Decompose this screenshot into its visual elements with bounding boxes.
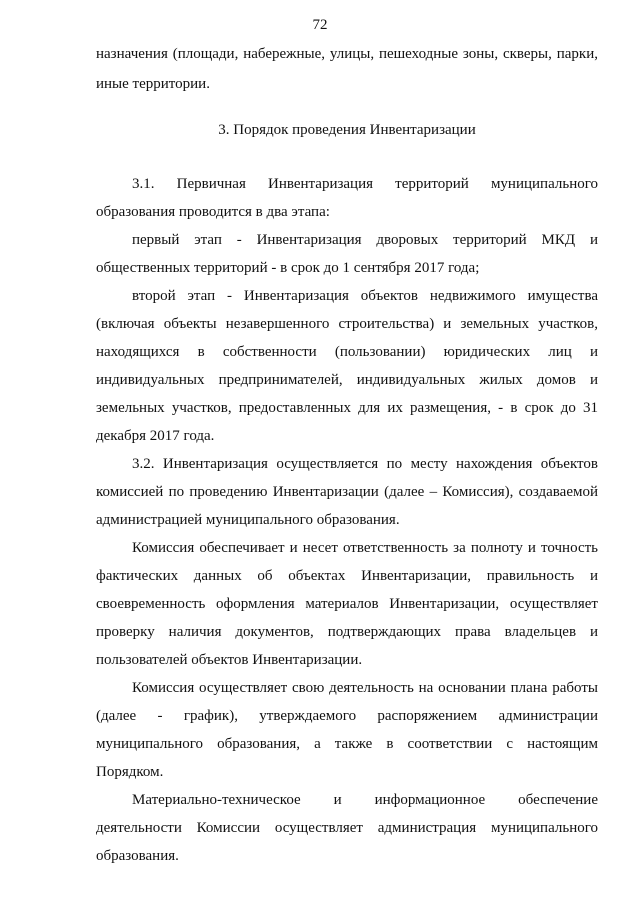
text-line: фактических данных об объектах Инвентаризации, правильность и xyxy=(96,568,598,584)
text-line: (далее - график), утверждаемого распоряжением администрации xyxy=(96,708,598,724)
text-line: общественных территорий - в срок до 1 сентября 2017 года; xyxy=(96,260,480,276)
text-line: образования. xyxy=(96,848,179,864)
text-line: Комиссия обеспечивает и несет ответственность за полноту и точность xyxy=(132,540,598,556)
text-line: деятельности Комиссии осуществляет администрация муниципального xyxy=(96,820,598,836)
text-line: проверку наличия документов, подтверждающих права владельцев и xyxy=(96,624,598,640)
text-line: Комиссия осуществляет свою деятельность на основании плана работы xyxy=(132,680,598,696)
text-line: 3.2. Инвентаризация осуществляется по месту нахождения объектов xyxy=(132,456,598,472)
section-heading: 3. Порядок проведения Инвентаризации xyxy=(218,122,476,138)
text-line: земельных участков, предоставленных для их размещения, - в срок до 31 xyxy=(96,400,598,416)
text-line: (включая объекты незавершенного строительства) и земельных участков, xyxy=(96,316,598,332)
text-line: Порядком. xyxy=(96,764,164,780)
page-number: 72 xyxy=(312,17,328,33)
text-line: администрацией муниципального образования. xyxy=(96,512,400,528)
text-line: образования проводится в два этапа: xyxy=(96,204,330,220)
text-line: назначения (площади, набережные, улицы, пешеходные зоны, скверы, парки, xyxy=(96,46,598,62)
text-line: 3.1. Первичная Инвентаризация территорий муниципального xyxy=(132,176,598,192)
text-line: своевременность оформления материалов Инвентаризации, осуществляет xyxy=(96,596,598,612)
text-line: Материально-техническое и информационное обеспечение xyxy=(132,792,598,808)
text-line: находящихся в собственности (пользовании) юридических лиц и xyxy=(96,344,598,360)
text-line: первый этап - Инвентаризация дворовых территорий МКД и xyxy=(132,232,598,248)
text-line: муниципального образования, а также в соответствии с настоящим xyxy=(96,736,598,752)
text-line: второй этап - Инвентаризация объектов недвижимого имущества xyxy=(132,288,598,304)
text-line: индивидуальных предпринимателей, индивидуальных жилых домов и xyxy=(96,372,598,388)
text-line: комиссией по проведению Инвентаризации (далее – Комиссия), создаваемой xyxy=(96,484,598,500)
text-line: декабря 2017 года. xyxy=(96,428,215,444)
text-line: иные территории. xyxy=(96,76,210,92)
text-line: пользователей объектов Инвентаризации. xyxy=(96,652,363,668)
